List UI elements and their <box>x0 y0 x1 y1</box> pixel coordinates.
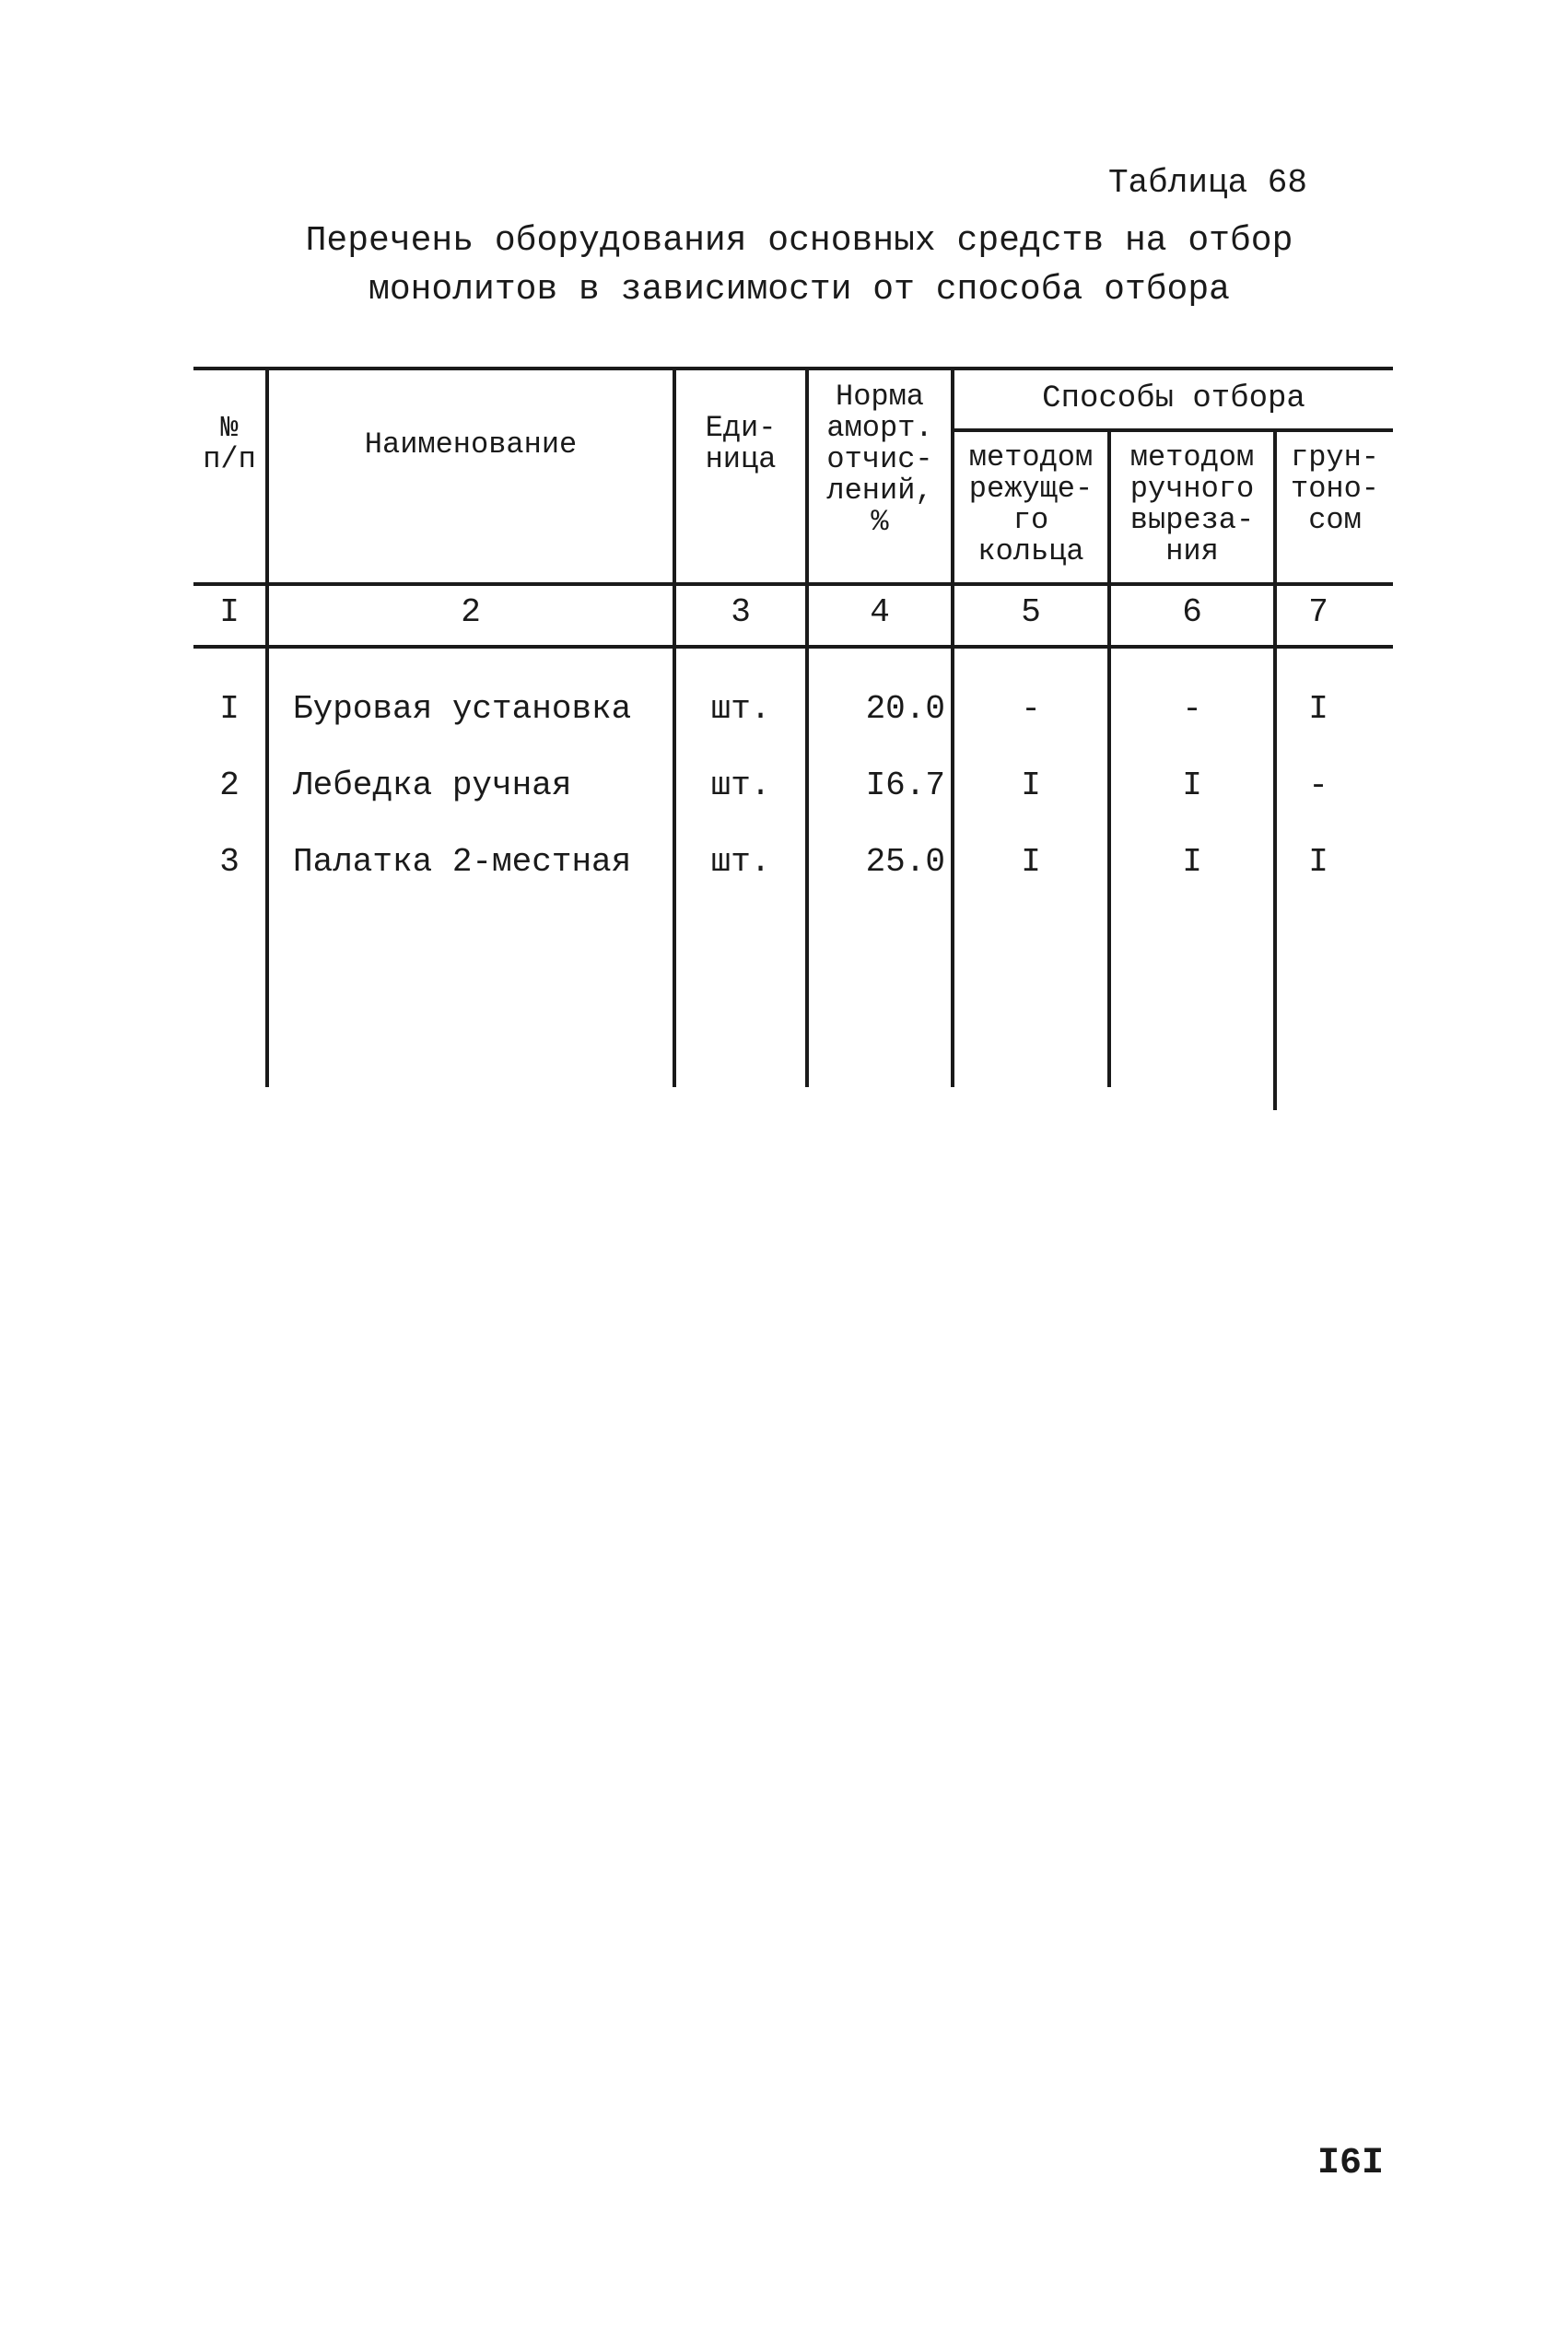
row-num: 2 <box>219 767 240 804</box>
column-number-2: 2 <box>461 593 481 631</box>
column-number-4: 4 <box>870 593 890 631</box>
table-label: Таблица 68 <box>1107 164 1307 202</box>
rule-header-bottom <box>193 582 1393 586</box>
rule-top <box>193 367 1393 370</box>
row-method-soil: - <box>1308 767 1328 804</box>
page-number: I6I <box>1317 2143 1385 2184</box>
column-number-3: 3 <box>731 593 751 631</box>
header-method-manual: методом ручного выреза- ния <box>1129 440 1255 568</box>
row-norm: I6.7 <box>865 767 945 804</box>
rule-methods-split <box>954 428 1393 432</box>
row-method-ring: - <box>1021 690 1041 728</box>
column-number-7: 7 <box>1308 593 1328 631</box>
row-num: I <box>219 690 240 728</box>
column-number-1: I <box>219 593 240 631</box>
row-unit: шт. <box>710 767 771 804</box>
header-num: № п/п <box>203 411 256 476</box>
row-method-manual: I <box>1182 767 1202 804</box>
row-num: 3 <box>219 843 240 881</box>
row-method-manual: - <box>1182 690 1202 728</box>
header-method-ring: методом режуще- го кольца <box>968 440 1094 568</box>
rule-numbers-bottom <box>193 645 1393 649</box>
col-divider-1 <box>265 367 269 1087</box>
row-method-manual: I <box>1182 843 1202 881</box>
row-unit: шт. <box>710 690 771 728</box>
row-norm: 25.0 <box>865 843 945 881</box>
row-method-soil: I <box>1308 690 1328 728</box>
header-methods-group: Способы отбора <box>1042 381 1305 416</box>
row-method-ring: I <box>1021 843 1041 881</box>
row-method-soil: I <box>1308 843 1328 881</box>
title-line-1: Перечень оборудования основных средств на отбор <box>305 221 1293 261</box>
title-line-2: монолитов в зависимости от способа отбора <box>369 270 1230 310</box>
row-method-ring: I <box>1021 767 1041 804</box>
column-number-6: 6 <box>1182 593 1202 631</box>
row-name: Буровая установка <box>293 690 632 728</box>
row-name: Лебедка ручная <box>293 767 572 804</box>
row-name: Палатка 2-местная <box>293 843 632 881</box>
header-method-soil: грун- тоно- сом <box>1290 440 1379 537</box>
row-unit: шт. <box>710 843 771 881</box>
header-name: Наименование <box>364 427 578 462</box>
column-number-5: 5 <box>1021 593 1041 631</box>
header-unit: Еди- ница <box>705 411 777 476</box>
header-norm: Норма аморт. отчис- лений, % <box>826 380 933 539</box>
row-norm: 20.0 <box>865 690 945 728</box>
